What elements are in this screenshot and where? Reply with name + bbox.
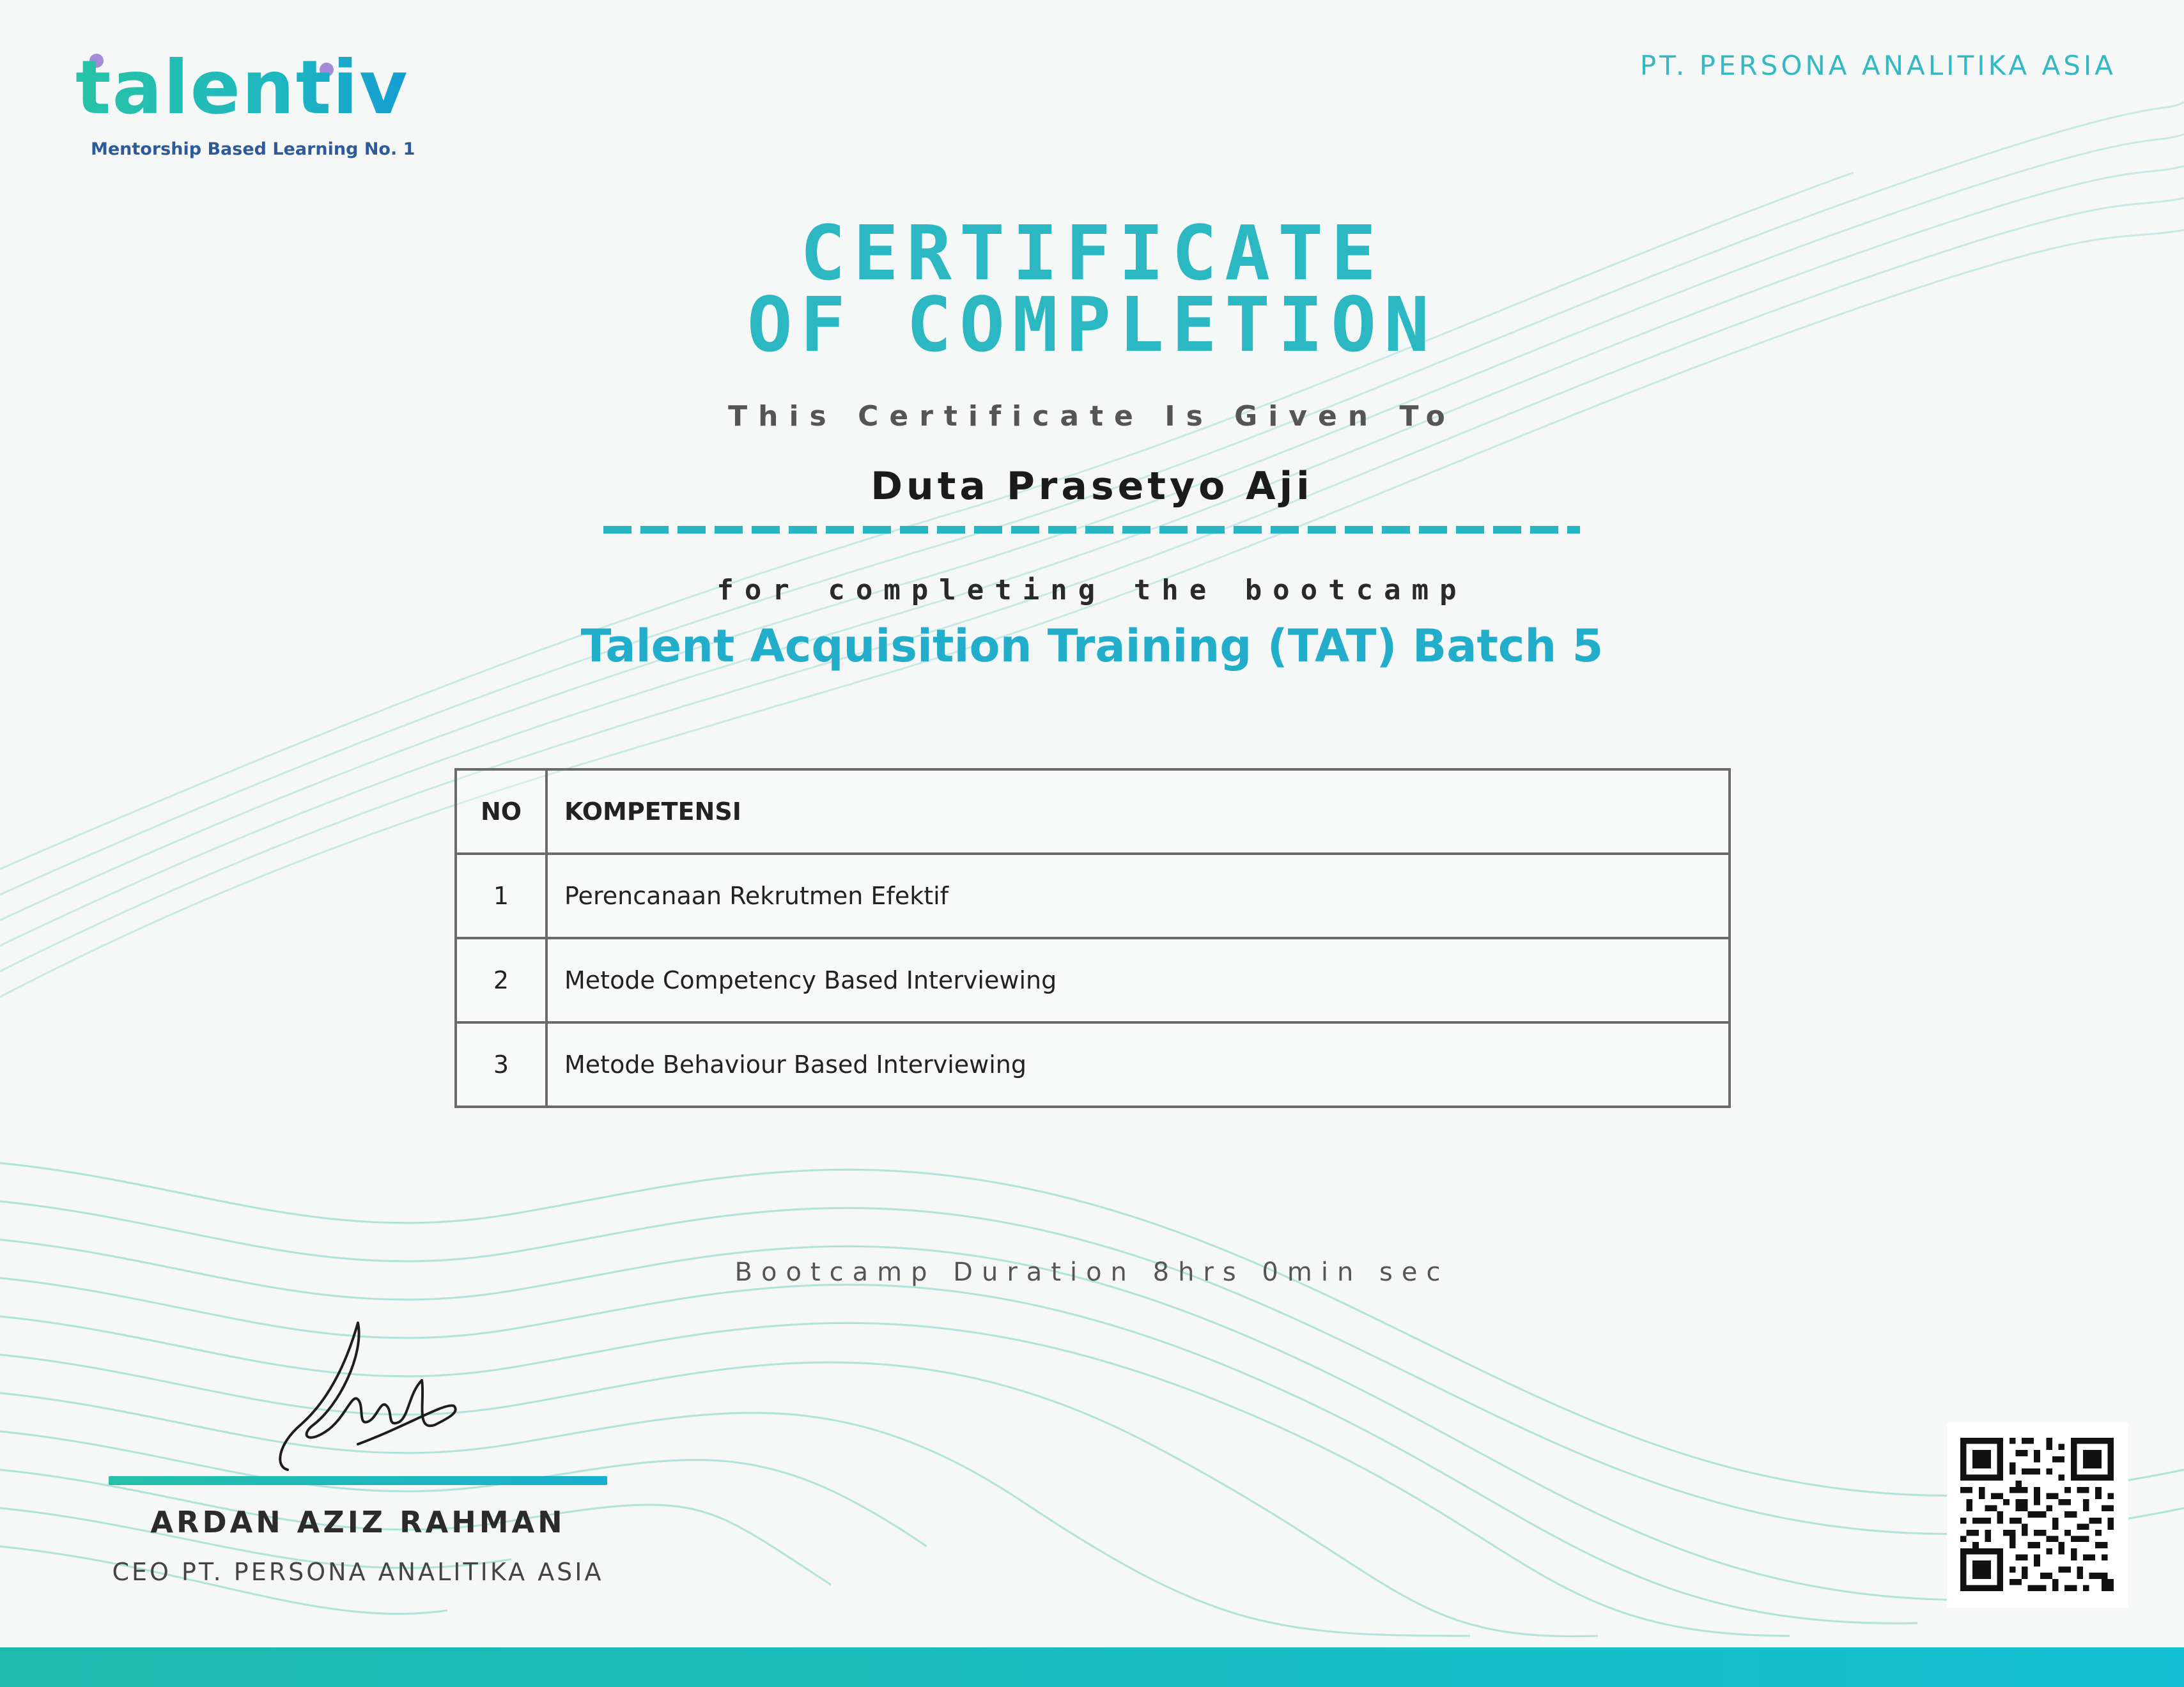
row-number: 3	[456, 1022, 546, 1107]
signatory-name: ARDAN AZIZ RAHMAN	[150, 1505, 566, 1539]
completing-label: for completing the bootcamp	[716, 574, 1468, 606]
company-name: PT. PERSONA ANALITIKA ASIA	[1639, 50, 2116, 81]
brand-tagline: Mentorship Based Learning No. 1	[91, 139, 415, 159]
bootcamp-duration: Bootcamp Duration 8hrs 0min sec	[734, 1258, 1450, 1287]
recipient-name: Duta Prasetyo Aji	[871, 464, 1313, 509]
header-no: NO	[456, 769, 546, 854]
row-number: 2	[456, 938, 546, 1022]
table-header-row	[456, 769, 1730, 854]
row-competency: Perencanaan Rekrutmen Efektif	[546, 854, 1730, 938]
signature-image	[262, 1316, 467, 1476]
certificate-title-line2: OF COMPLETION	[747, 281, 1437, 369]
certificate-title-line1: CERTIFICATE	[800, 209, 1384, 297]
row-number: 1	[456, 854, 546, 938]
brand-logo: talentiv	[75, 45, 409, 131]
signature-line	[109, 1476, 607, 1485]
row-competency: Metode Competency Based Interviewing	[546, 938, 1730, 1022]
certificate-title	[0, 209, 2184, 369]
table-row	[456, 854, 1730, 938]
bottom-accent-bar	[0, 1647, 2184, 1687]
given-to-label: This Certificate Is Given To	[728, 400, 1456, 433]
competency-table	[454, 768, 1731, 1108]
program-name: Talent Acquisition Training (TAT) Batch 5	[580, 620, 1604, 672]
signatory-title: CEO PT. PERSONA ANALITIKA ASIA	[112, 1558, 604, 1586]
table-row	[456, 938, 1730, 1022]
row-competency: Metode Behaviour Based Interviewing	[546, 1022, 1730, 1107]
header-kompetensi: KOMPETENSI	[546, 769, 1730, 854]
qr-code	[1947, 1422, 2128, 1608]
dashed-underline	[603, 524, 1580, 535]
table-row	[456, 1022, 1730, 1107]
